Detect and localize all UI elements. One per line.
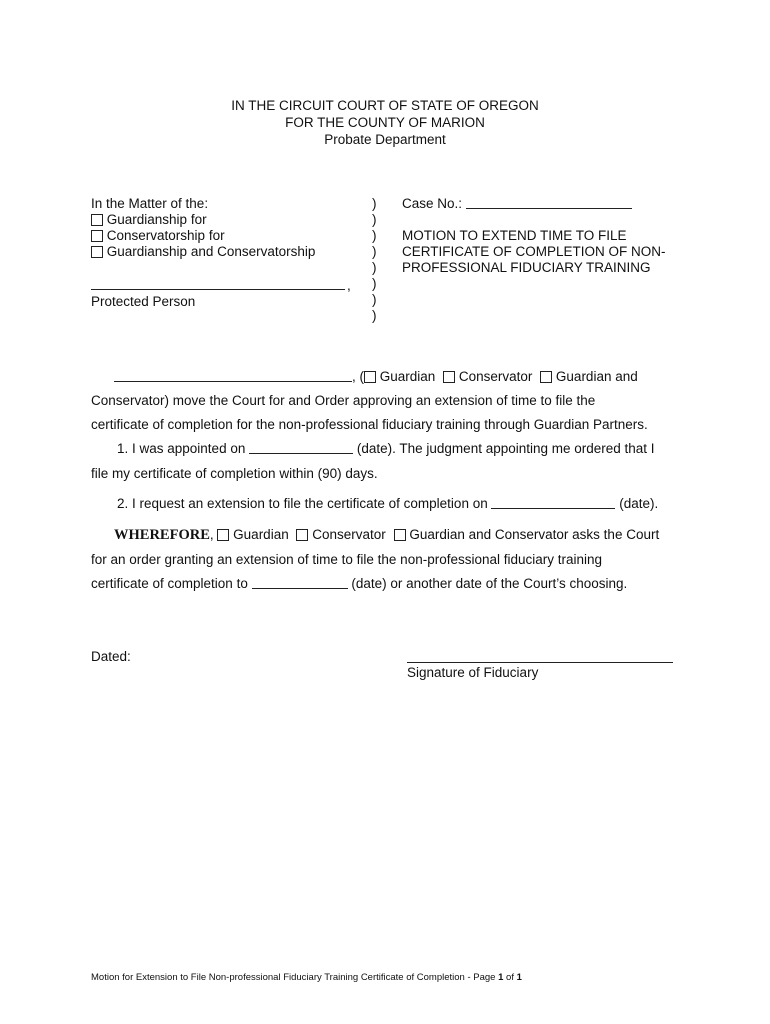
conservatorship-label: Conservatorship for xyxy=(106,228,225,243)
caption-paren: ) xyxy=(372,244,377,259)
wherefore-heading: WHEREFORE xyxy=(114,527,210,543)
item-1-text: 1. I was appointed on xyxy=(117,441,246,456)
wherefore-guardian-checkbox[interactable] xyxy=(217,529,229,541)
guardianship-label: Guardianship for xyxy=(106,212,207,227)
footer-of: of xyxy=(506,972,514,983)
option-guardianship xyxy=(91,212,207,227)
intro-guardian-checkbox[interactable] xyxy=(364,371,376,383)
intro-guardian-conservator-checkbox[interactable] xyxy=(540,371,552,383)
body-line-3: certificate of completion for the non-professional fiduciary training through Guardian Partners. xyxy=(91,417,648,432)
guardianship-checkbox[interactable] xyxy=(91,214,103,226)
completion-date-blank[interactable] xyxy=(252,576,348,589)
guardianship-conservatorship-label: Guardianship and Conservatorship xyxy=(106,244,316,259)
item-1 xyxy=(117,441,655,456)
caption-paren: ) xyxy=(372,212,377,227)
completion-tail: (date) or another date of the Court’s choosing. xyxy=(351,576,628,591)
motion-title-line-2: CERTIFICATE OF COMPLETION OF NON- xyxy=(402,244,666,259)
case-number-field xyxy=(402,196,632,211)
caption-paren: ) xyxy=(372,228,377,243)
item-2-text: 2. I request an extension to file the certificate of completion on xyxy=(117,496,488,511)
wherefore-conservator-label: Conservator xyxy=(312,527,386,542)
caption-paren: ) xyxy=(372,196,377,211)
wherefore-guardian-conservator-checkbox[interactable] xyxy=(394,529,406,541)
motion-title-line-1: MOTION TO EXTEND TIME TO FILE xyxy=(402,228,627,243)
footer-page-number: 1 xyxy=(498,972,504,983)
fiduciary-name-blank[interactable] xyxy=(114,369,352,382)
item-1-continued: file my certificate of completion within (90) days. xyxy=(91,466,378,481)
option-guardianship-conservatorship xyxy=(91,244,315,259)
page-footer xyxy=(91,972,522,983)
caption-paren: ) xyxy=(372,276,377,291)
motion-title-line-3: PROFESSIONAL FIDUCIARY TRAINING xyxy=(402,260,651,275)
item-1-tail: (date). The judgment appointing me ordered that I xyxy=(356,441,655,456)
caption-paren: ) xyxy=(372,292,377,307)
case-number-label: Case No.: xyxy=(402,196,463,211)
caption-paren: ) xyxy=(372,308,377,323)
court-heading: IN THE CIRCUIT COURT OF STATE OF OREGON xyxy=(231,98,539,113)
extension-date-blank[interactable] xyxy=(491,496,615,509)
dated-label: Dated: xyxy=(91,649,131,664)
case-number-blank[interactable] xyxy=(466,196,632,209)
footer-page-total: 1 xyxy=(516,972,522,983)
conservatorship-checkbox[interactable] xyxy=(91,230,103,242)
wherefore-line xyxy=(114,527,659,544)
protected-person-label: Protected Person xyxy=(91,294,196,309)
wherefore-guardian-label: Guardian xyxy=(233,527,289,542)
protected-person-comma: , xyxy=(347,278,351,293)
intro-open: , ( xyxy=(352,369,364,384)
completion-to-line xyxy=(91,576,627,591)
protected-person-name-line[interactable] xyxy=(91,289,345,290)
signature-label: Signature of Fiduciary xyxy=(407,665,539,680)
order-line: for an order granting an extension of time to file the non-professional fiduciary training xyxy=(91,552,603,567)
intro-conservator-label: Conservator xyxy=(458,369,533,384)
body-line-2: Conservator) move the Court for and Order approving an extension of time to file the xyxy=(91,393,596,408)
intro-conservator-checkbox[interactable] xyxy=(443,371,455,383)
option-conservatorship xyxy=(91,228,225,243)
intro-guardian-and-label: Guardian and xyxy=(555,369,638,384)
caption-paren: ) xyxy=(372,260,377,275)
intro-guardian-label: Guardian xyxy=(379,369,436,384)
intro-line xyxy=(114,369,638,384)
wherefore-conservator-checkbox[interactable] xyxy=(296,529,308,541)
county-heading: FOR THE COUNTY OF MARION xyxy=(285,115,485,130)
completion-to-label: certificate of completion to xyxy=(91,576,248,591)
matter-of-label: In the Matter of the: xyxy=(91,196,209,211)
signature-line[interactable] xyxy=(407,662,673,663)
item-2 xyxy=(117,496,658,511)
footer-text: Motion for Extension to File Non-professional Fiduciary Training Certificate of Completion - Page xyxy=(91,972,496,983)
wherefore-tail: Guardian and Conservator asks the Court xyxy=(409,527,660,542)
wherefore-comma: , xyxy=(209,527,214,542)
guardianship-conservatorship-checkbox[interactable] xyxy=(91,246,103,258)
appointed-date-blank[interactable] xyxy=(249,441,353,454)
item-2-tail: (date). xyxy=(619,496,659,511)
department-heading: Probate Department xyxy=(324,132,446,147)
